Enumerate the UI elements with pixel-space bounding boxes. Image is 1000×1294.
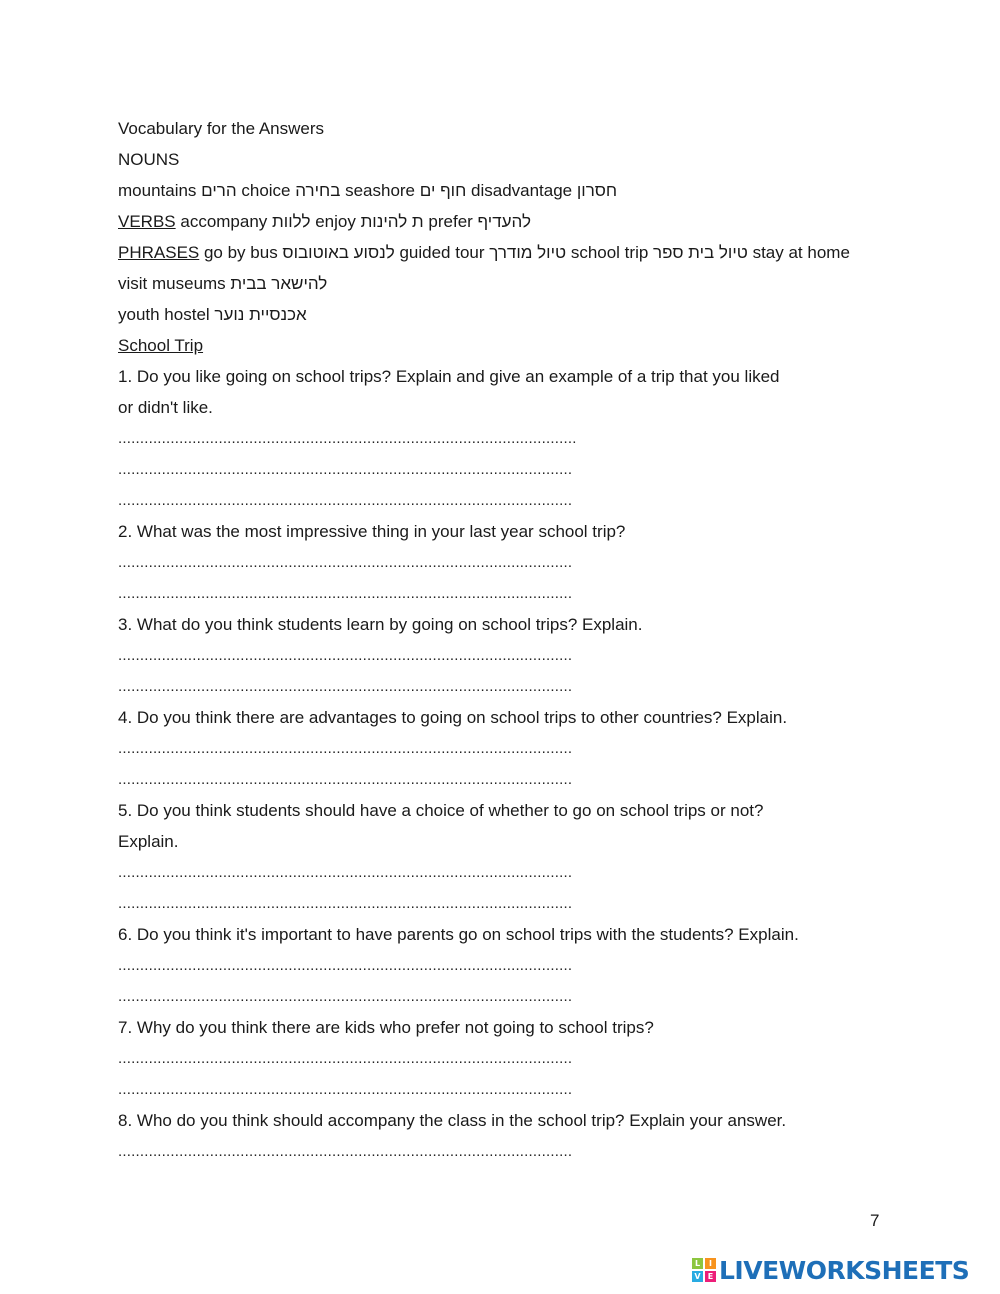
phrases-words: go by bus לנסוע באוטובוס guided tour טיול מודרך school trip טיול בית ספר stay at home (199, 243, 850, 262)
question-5-cont: Explain. (118, 832, 179, 851)
liveworksheets-logo (692, 1253, 969, 1287)
question-3: 3. What do you think students learn by going on school trips? Explain. (118, 615, 643, 634)
answer-line[interactable]: ........................................................................................................ (118, 678, 573, 695)
logo-mark-icon (692, 1258, 716, 1282)
answer-line[interactable]: ........................................................................................................ (118, 585, 573, 602)
answer-line[interactable]: ........................................................................................................ (118, 1143, 573, 1160)
verbs-line (118, 206, 918, 237)
phrases-line (118, 237, 918, 268)
question-2: 2. What was the most impressive thing in your last year school trip? (118, 522, 626, 541)
answer-line[interactable]: ........................................................................................................ (118, 647, 573, 664)
answer-line[interactable]: ........................................................................................................ (118, 554, 573, 571)
logo-tile: V (692, 1271, 703, 1282)
question-1: 1. Do you like going on school trips? Explain and give an example of a trip that you liked (118, 367, 780, 386)
verbs-label: VERBS (118, 212, 176, 231)
answer-line[interactable]: ........................................................................................................ (118, 1050, 573, 1067)
page-number: 7 (870, 1211, 880, 1230)
question-7: 7. Why do you think there are kids who prefer not going to school trips? (118, 1018, 654, 1037)
section-title: School Trip (118, 336, 204, 355)
vocabulary-heading: Vocabulary for the Answers (118, 119, 325, 138)
verbs-words: accompany ללוות enjoy ת להינות prefer להעדיף (175, 212, 531, 231)
answer-line[interactable]: ........................................................................................................ (118, 492, 573, 509)
phrases-label: PHRASES (118, 243, 200, 262)
answer-line[interactable]: ........................................................................................................ (118, 461, 573, 478)
phrases-line-2: להישאר בבית visit museums (118, 274, 328, 293)
logo-tile: L (692, 1258, 703, 1269)
question-8: 8. Who do you think should accompany the class in the school trip? Explain your answer. (118, 1111, 787, 1130)
answer-line[interactable]: ........................................................................................................ (118, 988, 573, 1005)
answer-line[interactable]: ........................................................................................................ (118, 864, 573, 881)
logo-tile: E (705, 1271, 716, 1282)
answer-line[interactable]: ........................................................................................................ (118, 771, 573, 788)
answer-line[interactable]: ........................................................................................................ (118, 1081, 573, 1098)
worksheet-body (118, 113, 918, 1167)
nouns-label: NOUNS (118, 150, 180, 169)
youth-hostel-line: youth hostel אכנסיית נוער (118, 305, 307, 324)
question-5: 5. Do you think students should have a choice of whether to go on school trips or not? (118, 801, 764, 820)
logo-tile: I (705, 1258, 716, 1269)
answer-line[interactable]: ........................................................................................................ (118, 740, 573, 757)
question-6: 6. Do you think it's important to have parents go on school trips with the students? Explain. (118, 925, 799, 944)
question-1-cont: or didn't like. (118, 398, 213, 417)
answer-line[interactable]: ........................................................................................................ (118, 957, 573, 974)
question-4: 4. Do you think there are advantages to going on school trips to other countries? Explain. (118, 708, 788, 727)
logo-text: LIVEWORKSHEETS (719, 1255, 970, 1285)
answer-line[interactable]: ........................................................................................................ (118, 895, 573, 912)
answer-line[interactable]: ......................................................................................................... (118, 430, 577, 447)
nouns-line: mountains הרים choice בחירה seashore חוף ים disadvantage חסרון (118, 181, 618, 200)
